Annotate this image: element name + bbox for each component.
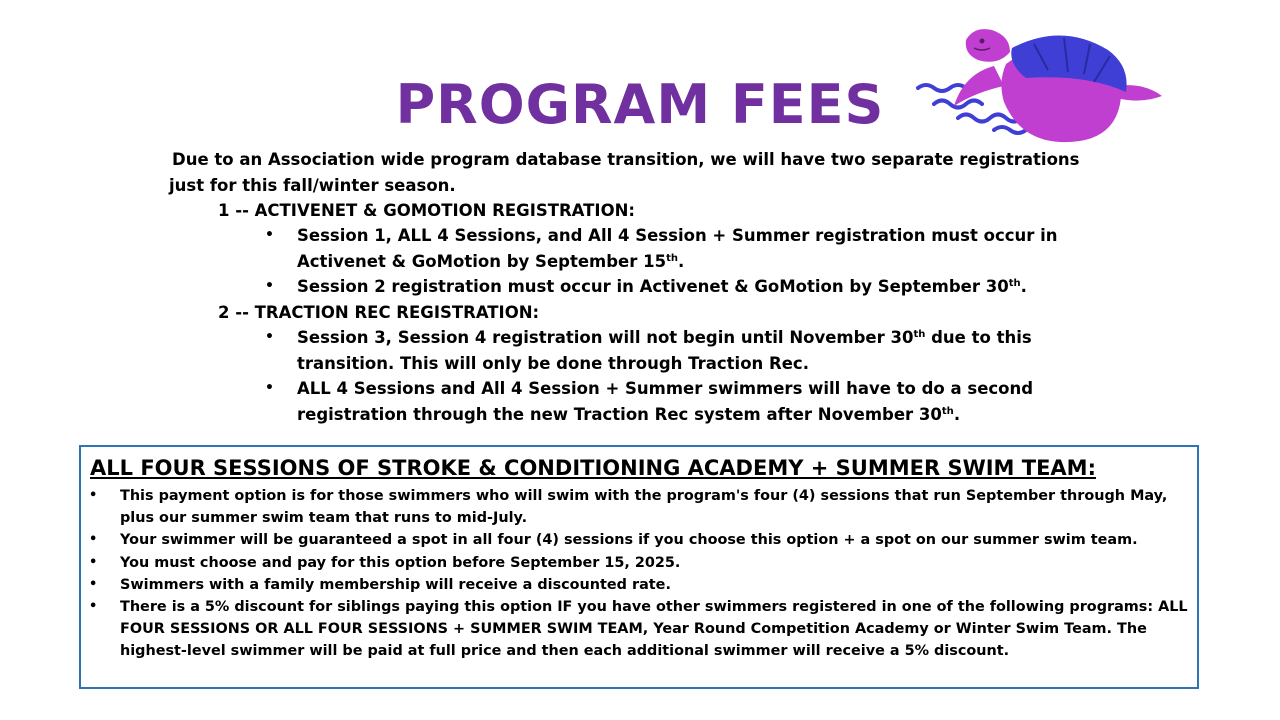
intro-paragraph [169, 147, 1112, 198]
intro-line: Due to an Association wide program database transition, we will have two separate registrations [172, 150, 1080, 169]
list-item-text: Swimmers with a family membership will receive a discounted rate. [120, 576, 671, 593]
list-item-line: Session 3, Session 4 registration will not begin until November 30th due to this [297, 328, 1032, 347]
bullet-icon: • [89, 599, 98, 615]
section-heading-activenet: 1 -- ACTIVENET & GOMOTION REGISTRATION: [218, 201, 636, 220]
all-four-sessions-box [79, 445, 1199, 689]
activenet-bullet-list [265, 223, 1058, 300]
list-item-line: ALL 4 Sessions and All 4 Session + Summer swimmers will have to do a second [297, 379, 1034, 398]
list-item-text: You must choose and pay for this option before September 15, 2025. [120, 554, 681, 571]
intro-line: just for this fall/winter season. [169, 175, 456, 195]
list-item [265, 325, 1033, 376]
list-item-text: There is a 5% discount for siblings paying this option IF you have other swimmers registered in one of the following programs: ALL FOUR SESSIONS OR ALL FOUR SESSIONS + SUMMER SWIM TEAM, Year Round Competition Academy or Winter Swim Team. The highest-level swimmer will be paid at full price and then each additional swimmer will receive a 5% discount. [120, 599, 1188, 660]
list-item [89, 485, 1189, 529]
list-item [89, 552, 1189, 574]
list-item-line: transition. This will only be done through Traction Rec. [297, 353, 809, 373]
list-item-text: This payment option is for those swimmers who will swim with the program's four (4) sessions that run September through May, plus our summer swim team that runs to mid-July. [120, 488, 1168, 527]
section-heading-traction-rec: 2 -- TRACTION REC REGISTRATION: [218, 303, 540, 322]
list-item [89, 529, 1189, 551]
traction-rec-bullet-list [265, 325, 1033, 427]
bullet-icon: • [265, 278, 274, 294]
box-bullet-list [89, 485, 1189, 663]
list-item-line: Activenet & GoMotion by September 15th. [297, 251, 685, 271]
list-item [265, 223, 1058, 274]
bullet-icon: • [89, 532, 98, 548]
list-item [89, 574, 1189, 596]
bullet-icon: • [89, 488, 98, 503]
bullet-icon: • [265, 329, 274, 345]
bullet-icon: • [265, 227, 274, 243]
list-item-line: Session 1, ALL 4 Sessions, and All 4 Session + Summer registration must occur in [297, 226, 1058, 245]
list-item-text: Your swimmer will be guaranteed a spot in all four (4) sessions if you choose this option + a spot on our summer swim team. [120, 532, 1138, 549]
list-item [89, 596, 1189, 663]
page-title: PROGRAM FEES [395, 73, 885, 136]
bullet-icon: • [265, 380, 274, 396]
list-item-line: registration through the new Traction Rec system after November 30th. [297, 404, 961, 424]
sea-turtle-icon [914, 26, 1168, 144]
box-title: ALL FOUR SESSIONS OF STROKE & CONDITIONING ACADEMY + SUMMER SWIM TEAM: [90, 456, 1096, 480]
bullet-icon: • [89, 554, 98, 570]
list-item [265, 376, 1033, 427]
list-item [265, 274, 1058, 300]
list-item-line: Session 2 registration must occur in Activenet & GoMotion by September 30th. [297, 277, 1027, 296]
bullet-icon: • [89, 576, 98, 592]
